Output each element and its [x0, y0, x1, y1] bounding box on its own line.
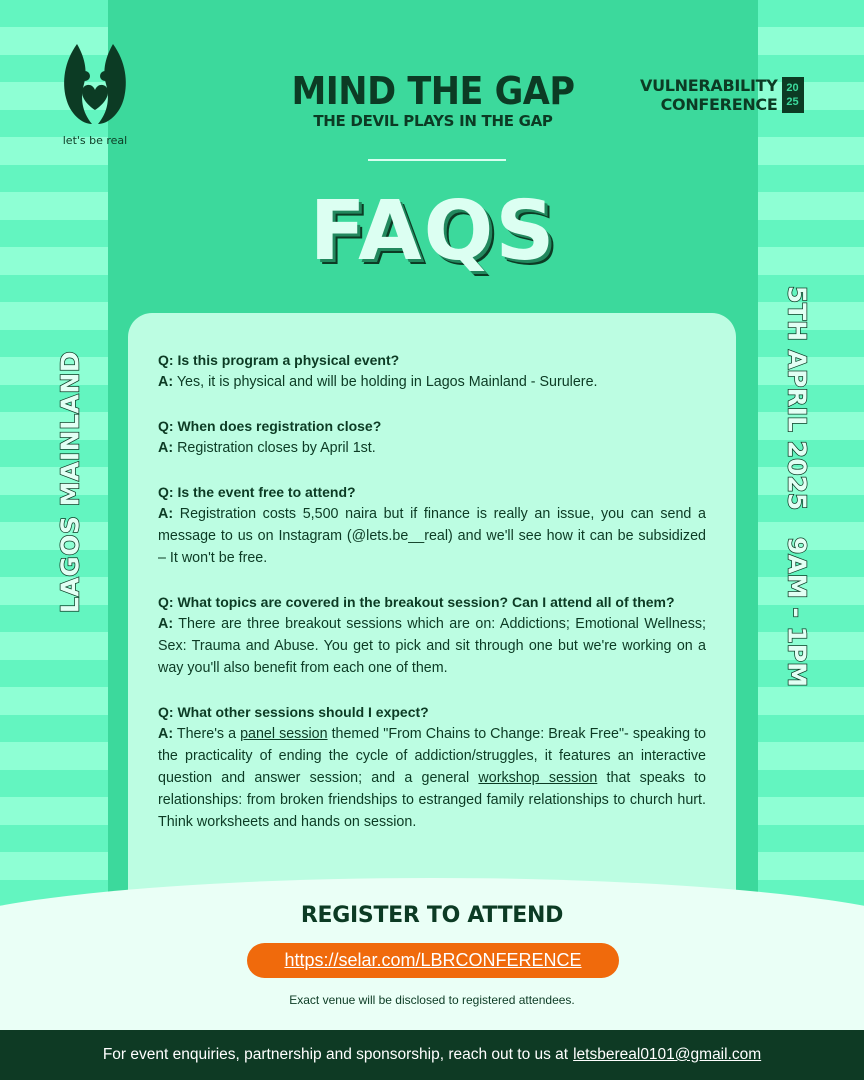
- conference-year-box: [782, 77, 804, 113]
- faq-item: [158, 415, 706, 459]
- answer-label: A:: [158, 374, 174, 390]
- panel-session-link[interactable]: panel session: [240, 726, 328, 742]
- contact-email-link[interactable]: letsbereal0101@gmail.com: [573, 1046, 762, 1063]
- answer-text: There's a: [176, 726, 237, 742]
- time-label: 9AM - 1PM: [782, 537, 812, 687]
- answer-label: A:: [158, 440, 174, 456]
- title-divider: [368, 159, 506, 161]
- answer-label: A:: [158, 616, 174, 632]
- venue-note: Exact venue will be disclosed to registered attendees.: [289, 993, 575, 1007]
- faq-answer: [158, 503, 706, 569]
- faq-question: Q: Is the event free to attend?: [158, 484, 356, 500]
- conference-badge: [640, 76, 804, 114]
- date-label: 5TH APRIL 2025: [782, 285, 812, 511]
- faq-question: Q: What other sessions should I expect?: [158, 704, 429, 720]
- conference-line-2: CONFERENCE: [660, 95, 778, 114]
- logo-text: let's be real: [62, 134, 128, 147]
- workshop-session-link[interactable]: workshop session: [478, 770, 598, 786]
- conference-line-1: VULNERABILITY: [640, 76, 778, 95]
- faq-answer: [158, 437, 706, 459]
- faq-question: Q: What topics are covered in the breakout session? Can I attend all of them?: [158, 594, 675, 610]
- answer-label: A:: [158, 726, 174, 742]
- year-top: 20: [786, 82, 799, 94]
- answer-text: Registration closes by April 1st.: [177, 440, 376, 456]
- faq-item: [158, 481, 706, 569]
- event-subtitle: THE DEVIL PLAYS IN THE GAP: [313, 112, 553, 130]
- faq-item: [158, 349, 706, 393]
- location-label: LAGOS MAINLAND: [55, 350, 85, 614]
- faq-card: [128, 313, 736, 933]
- answer-text: Registration costs 5,500 naira but if finance is really an issue, you can send a message to us on Instagram (@lets.be__real) and we'll see how it can be subsidized – It won't be free.: [158, 506, 706, 566]
- answer-text: There are three breakout sessions which are on: Addictions; Emotional Wellness; Sex: Trauma and Abuse. You get to pick and sit through one but we're working on a way you'll also benefit from each one of them.: [158, 616, 707, 676]
- faq-answer: [158, 723, 706, 833]
- faq-item: [158, 591, 706, 679]
- faq-question: Q: Is this program a physical event?: [158, 352, 400, 368]
- answer-text: Yes, it is physical and will be holding in Lagos Mainland - Surulere.: [176, 374, 598, 390]
- year-bottom: 25: [786, 96, 799, 108]
- conference-name: [640, 76, 778, 114]
- faq-item: [158, 701, 706, 833]
- answer-label: A:: [158, 506, 174, 522]
- answer-text: themed "From Chains to Change: Break Free"- speaking to the practicality of ending the cycle of addiction/struggles, it features an interactive question and answer session; and a general: [158, 726, 706, 786]
- register-link-button[interactable]: https://selar.com/LBRCONFERENCE: [247, 943, 619, 978]
- footer-text: For event enquiries, partnership and sponsorship, reach out to us at: [102, 1046, 569, 1063]
- faq-answer: [158, 613, 706, 679]
- event-title: MIND THE GAP: [291, 70, 575, 114]
- faqs-heading: FAQS: [309, 184, 557, 279]
- faq-answer: [158, 371, 706, 393]
- footer: [0, 1030, 864, 1080]
- answer-text: that speaks to relationships: from broken friendships to estranged family relationships to church hurt. Think worksheets and hands on session.: [158, 770, 707, 830]
- register-title: REGISTER TO ATTEND: [300, 903, 564, 928]
- faq-question: Q: When does registration close?: [158, 418, 382, 434]
